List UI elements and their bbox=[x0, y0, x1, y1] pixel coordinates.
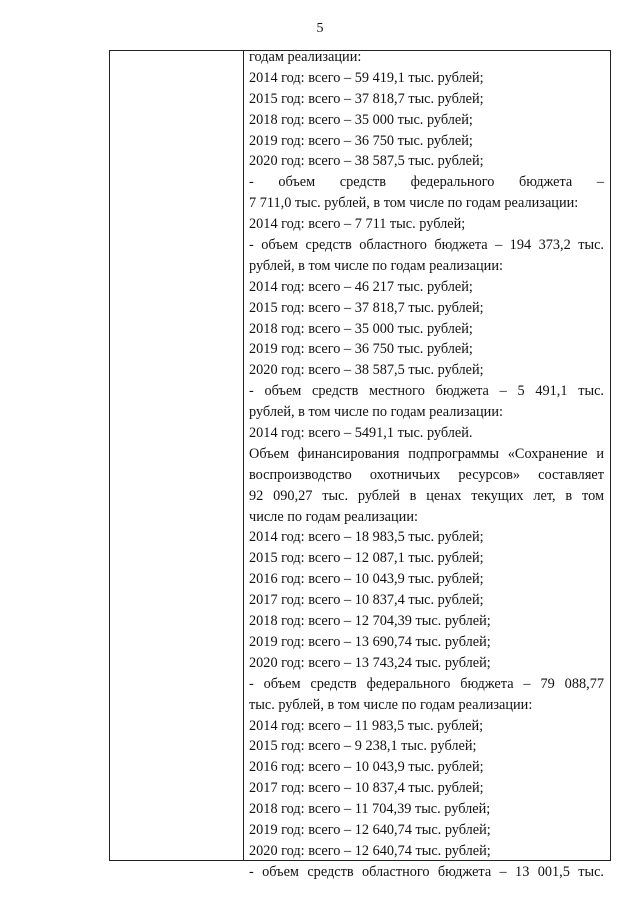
text-line: 2019 год: всего – 12 640,74 тыс. рублей; bbox=[249, 821, 491, 838]
text-line: 2018 год: всего – 35 000 тыс. рублей; bbox=[249, 111, 473, 128]
table-right-cell bbox=[244, 49, 610, 880]
text-line: 2015 год: всего – 9 238,1 тыс. рублей; bbox=[249, 738, 477, 755]
text-line: 2019 год: всего – 36 750 тыс. рублей; bbox=[249, 341, 473, 358]
financing-table bbox=[109, 49, 611, 880]
text-line: рублей, в том числе по годам реализации: bbox=[249, 257, 503, 274]
text-line: 2019 год: всего – 36 750 тыс. рублей; bbox=[249, 132, 473, 149]
text-line: 2016 год: всего – 10 043,9 тыс. рублей; bbox=[249, 571, 484, 588]
text-line: 2018 год: всего – 12 704,39 тыс. рублей; bbox=[249, 613, 491, 630]
text-line: 2014 год: всего – 46 217 тыс. рублей; bbox=[249, 278, 473, 295]
text-line: 2014 год: всего – 7 711 тыс. рублей; bbox=[249, 216, 466, 233]
page-number: 5 bbox=[316, 21, 324, 36]
text-line: 2017 год: всего – 10 837,4 тыс. рублей; bbox=[249, 592, 484, 609]
text-line: 2015 год: всего – 37 818,7 тыс. рублей; bbox=[249, 299, 484, 316]
text-line: - объем средств федерального бюджета – 79 088,77 bbox=[249, 675, 604, 692]
text-line: 2014 год: всего – 11 983,5 тыс. рублей; bbox=[249, 717, 484, 734]
table-left-cell bbox=[110, 51, 244, 860]
text-line: 92 090,27 тыс. рублей в ценах текущих лет, в том bbox=[249, 487, 604, 504]
text-line: 2014 год: всего – 5491,1 тыс. рублей. bbox=[249, 425, 473, 442]
text-line: 2019 год: всего – 13 690,74 тыс. рублей; bbox=[249, 633, 491, 650]
text-line: - объем средств федерального бюджета – bbox=[249, 174, 604, 191]
text-line: 7 711,0 тыс. рублей, в том числе по годам реализации: bbox=[249, 195, 579, 212]
text-line: 2020 год: всего – 38 587,5 тыс. рублей; bbox=[249, 153, 484, 170]
text-line: 2020 год: всего – 13 743,24 тыс. рублей; bbox=[249, 654, 491, 671]
text-line: 2018 год: всего – 11 704,39 тыс. рублей; bbox=[249, 801, 491, 818]
text-line: 2014 год: всего – 18 983,5 тыс. рублей; bbox=[249, 529, 484, 546]
text-line: тыс. рублей, в том числе по годам реализации: bbox=[249, 696, 533, 713]
text-line: 2020 год: всего – 12 640,74 тыс. рублей; bbox=[249, 842, 491, 859]
text-line: - объем средств областного бюджета – 13 001,5 тыс. bbox=[249, 863, 604, 880]
text-line: - объем средств областного бюджета – 194 373,2 тыс. bbox=[249, 237, 604, 254]
text-line: 2017 год: всего – 10 837,4 тыс. рублей; bbox=[249, 780, 484, 797]
text-line: 2015 год: всего – 12 087,1 тыс. рублей; bbox=[249, 550, 484, 567]
text-line: Объем финансирования подпрограммы «Сохранение и bbox=[249, 445, 604, 462]
text-line: годам реализации: bbox=[249, 49, 362, 65]
text-line: воспроизводство охотничьих ресурсов» составляет bbox=[249, 466, 604, 483]
text-line: 2020 год: всего – 38 587,5 тыс. рублей; bbox=[249, 362, 484, 379]
text-line: рублей, в том числе по годам реализации: bbox=[249, 404, 503, 421]
text-line: 2016 год: всего – 10 043,9 тыс. рублей; bbox=[249, 759, 484, 776]
text-line: 2015 год: всего – 37 818,7 тыс. рублей; bbox=[249, 90, 484, 107]
text-line: - объем средств местного бюджета – 5 491,1 тыс. bbox=[249, 383, 604, 400]
text-line: 2014 год: всего – 59 419,1 тыс. рублей; bbox=[249, 69, 484, 86]
text-line: числе по годам реализации: bbox=[249, 508, 418, 525]
text-line: 2018 год: всего – 35 000 тыс. рублей; bbox=[249, 320, 473, 337]
